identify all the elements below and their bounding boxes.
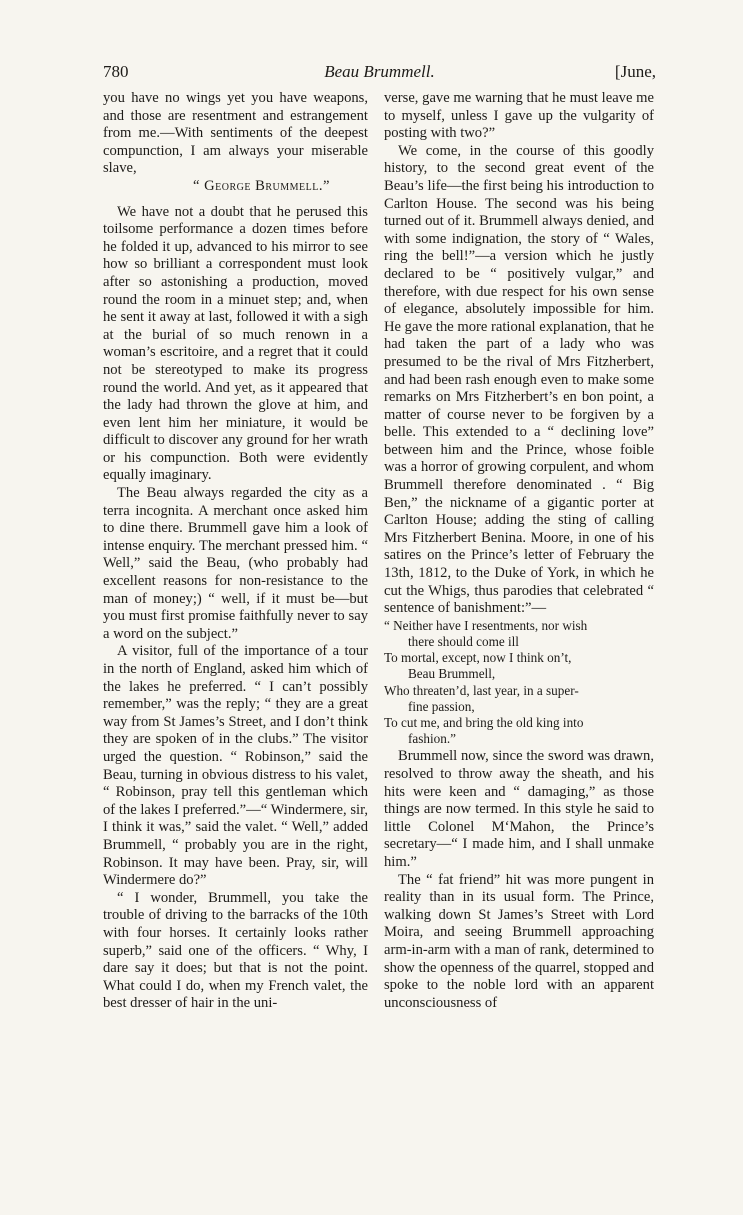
right-column (384, 90, 654, 1012)
left-column (103, 90, 368, 1013)
verse-line: To cut me, and bring the old king into fashion.” (384, 715, 584, 747)
paragraph: The Beau always regarded the city as a terra incognita. A merchant once asked him to dine there. Brummell gave him a look of intense enquiry. The merchant pressed him. “ Well,” said the Beau, (who probably had excellent reasons for non-resistance to the man of money;) “ well, if it must be—but you must first promise faithfully never to say a word on the subject.” (103, 485, 368, 642)
running-title: Beau Brummell. (324, 62, 435, 81)
paragraph: Brummell now, since the sword was drawn, resolved to throw away the sheath, and his hits were keen and “ damaging,” as those things are now termed. In this style he said to little Colonel M‘Mahon, the Prince’s secretary—“ I made him, and I shall unmake him.” (384, 748, 654, 870)
paragraph: “ I wonder, Brummell, you take the trouble of driving to the barracks of the 10th with four horses. It certainly looks rather superb,” said one of the officers. “ Why, I dare say it does; but that is not the point. What could I do, when my French valet, the best dresser of hair in the uni- (103, 889, 368, 1012)
paragraph: A visitor, full of the importance of a tour in the north of England, asked him which of the lakes he preferred. “ I can’t possibly remember,” was the reply; “ they are a great way from St James’s Street, and I don’t think they are spoken of in the clubs.” The visitor urged the question. “ Robinson,” said the Beau, turning in obvious distress to his valet, “ Robinson, pray tell this gentleman which of the lakes I preferred.”—“ Windermere, sir, I think it was,” said the valet. “ Well,” added Brummell, “ probably you are in the right, Robinson. It may have been. Pray, sir, will Windermere do?” (103, 643, 368, 889)
paragraph: verse, gave me warning that he must leave me to myself, unless I gave up the vulgarity of posting with two?” (384, 90, 654, 142)
paragraph: We have not a doubt that he perused this toilsome performance a dozen times before he folded it up, advanced to his mirror to see how so brilliant a correspondent must look after so astonishing a production, moved round the room in a minuet step; and, when he sent it away at last, followed it with a sigh at the burial of so much renown in a woman’s escritoire, and a regret that it could not be stereotyped to make its progress round the world. And yet, as it appeared that the lady had thrown the glove at him, and even lent him her miniature, it would be difficult to discover any ground for her wrath or his compunction. Both were evidently equally imaginary. (103, 203, 368, 484)
verse-line: “ Neither have I resentments, nor wish there should come ill (384, 617, 588, 650)
running-month: [June, (614, 62, 656, 81)
page-number: 780 (103, 62, 129, 81)
verse-line: To mortal, except, now I think on’t, Beau Brummell, (384, 650, 572, 682)
running-header (103, 62, 656, 86)
verse-line: Who threaten’d, last year, in a super- fine passion, (384, 682, 579, 714)
signature: “ George Brummell.” (192, 177, 330, 194)
verse-quote (384, 618, 654, 748)
paragraph: you have no wings yet you have weapons, and those are resentment and estrangement from me.—With sentiments of the deepest compunction, I am always your miserable slave, (103, 90, 368, 177)
paragraph: The “ fat friend” hit was more pungent in reality than in its usual form. The Prince, walking down St James’s Street with Lord Moira, and seeing Brummell approaching arm-in-arm with a man of rank, determined to show the openness of the quarrel, stopped and spoke to the noble lord with an apparent unconsciousness of (384, 871, 654, 1011)
paragraph: We come, in the course of this goodly history, to the second great event of the Beau’s life—the first being his introduction to Carlton House. The second was his being turned out of it. Brummell always denied, and with some indignation, the story of “ Wales, ring the bell!”—a version which he justly declared to be “ positively vulgar,” and therefore, with due respect for his own sense of elegance, absolutely impossible for him. He gave the more rational explanation, that he had taken the part of a lady who was presumed to be the rival of Mrs Fitzherbert, and had been rash enough even to make some remarks on Mrs Fitzherbert’s en bon point, a matter of course never to be forgiven by a belle. This extended to a “ declining love” between him and the Prince, whose foible was a horror of growing corpulent, and whom Brummell therefore denominated . “ Big Ben,” the nickname of a gigantic porter at Carlton House; adding the sting of calling Mrs Fitzherbert Benina. Moore, in one of his satires on the Prince’s letter of February the 13th, 1812, to the Duke of York, in which he cut the Whigs, thus parodies that celebrated “ sentence of banishment:”— (384, 142, 654, 617)
